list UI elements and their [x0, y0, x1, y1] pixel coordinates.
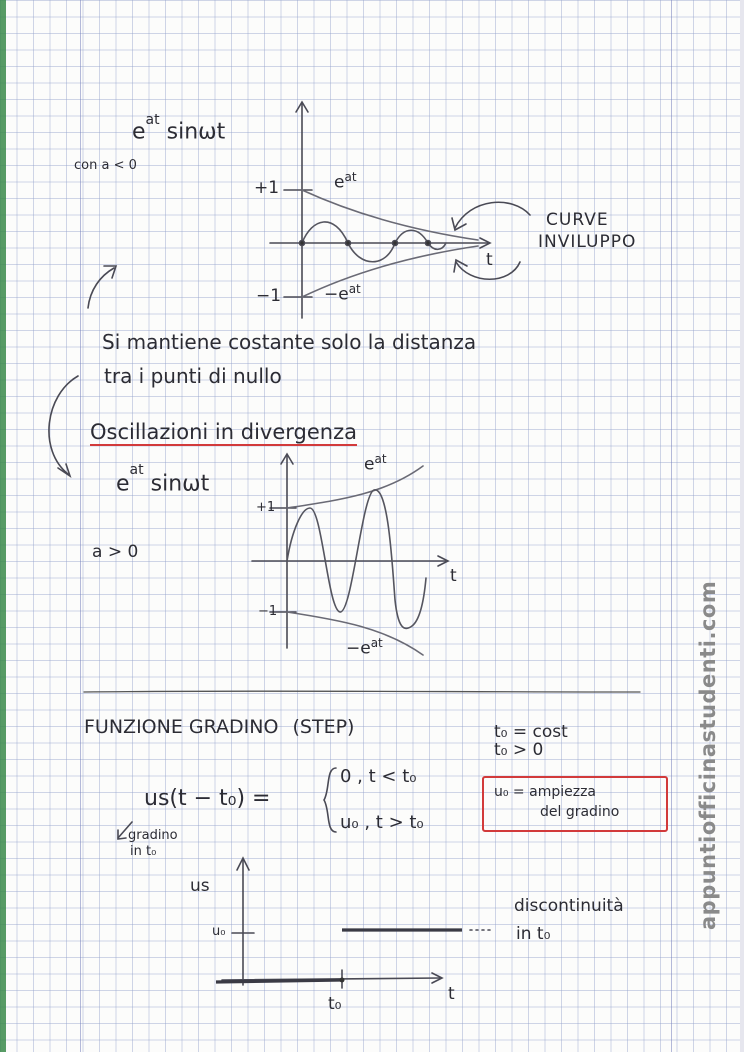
graph2-y-neg: −1	[258, 604, 278, 619]
graph2-condition: a > 0	[92, 542, 139, 562]
graph2-growing-sine	[287, 490, 426, 629]
step-t0-note-1: t₀ = cost	[494, 722, 568, 742]
graph3-level-label: u₀	[212, 924, 226, 939]
graph2-upper-label	[364, 452, 387, 475]
step-case-1: 0 , t < t₀	[340, 766, 417, 787]
step-side-note-1: gradino	[128, 828, 178, 843]
graph1-side-arrow	[88, 268, 114, 308]
graph2-formula-base: e	[116, 471, 130, 497]
watermark: appuntiofficinastudenti.com	[696, 580, 720, 930]
graph2-lower-label-base: −e	[346, 638, 371, 659]
graph1-t-label: t	[486, 250, 493, 270]
graph1-upper-label-exp: at	[344, 170, 357, 184]
section-step-heading-paren: (STEP)	[292, 716, 355, 738]
graph3-step-low	[216, 980, 342, 982]
graph1-envelope-upper	[302, 190, 478, 240]
graph2-formula	[116, 462, 210, 497]
graph2-formula-rest: sinωt	[150, 471, 210, 497]
graph2-envelope-upper	[287, 466, 423, 508]
section-osc-heading: Oscillazioni in divergenza	[90, 420, 357, 444]
graph1-lower-label	[324, 282, 361, 305]
note-bracket-arrow	[49, 376, 78, 474]
step-t0-note-2: t₀ > 0	[494, 740, 544, 760]
graph2-formula-exp: at	[129, 462, 144, 478]
graph2-lower-label-exp: at	[370, 636, 383, 650]
step-lhs: us(t − t₀) =	[144, 786, 271, 811]
step-case-2: u₀ , t > t₀	[340, 812, 424, 833]
graph1-y-pos: +1	[254, 178, 280, 198]
graph3-y-label: us	[190, 876, 210, 896]
graph2-upper-label-base: e	[364, 454, 375, 475]
graph3-t0-label: t₀	[328, 994, 342, 1014]
graph1-envelope-note-1: CURVE	[546, 210, 609, 230]
graph1-y-neg: −1	[256, 286, 282, 306]
graph1-formula	[132, 112, 226, 145]
section-step-heading: FUNZIONE GRADINO	[84, 716, 279, 738]
graph1-formula-base: e	[132, 119, 146, 145]
graph3-disc-note-1: discontinuità	[514, 896, 624, 916]
step-side-note-2: in t₀	[130, 844, 157, 859]
graph1-upper-label-base: e	[334, 172, 345, 193]
graph2-t-label: t	[450, 566, 457, 586]
graph1-upper-label	[334, 170, 357, 193]
graph2-upper-label-exp: at	[374, 452, 387, 466]
section-step-title	[84, 716, 354, 738]
graph1-formula-exp: at	[145, 112, 160, 128]
step-box-line-2: del gradino	[540, 804, 620, 820]
graph2-lower-label	[346, 636, 383, 659]
graph3-disc-note-2: in t₀	[516, 924, 551, 944]
graph1-condition: con a < 0	[74, 158, 137, 173]
piecewise-brace	[324, 768, 336, 832]
graph2-y-pos: +1	[256, 500, 276, 515]
section-divider	[84, 691, 640, 692]
graph3-t-label: t	[448, 984, 455, 1004]
step-box-line-1: u₀ = ampiezza	[494, 784, 596, 800]
graph1-lower-label-base: −e	[324, 284, 349, 305]
graph1-lower-label-exp: at	[348, 282, 361, 296]
graph1-formula-rest: sinωt	[166, 119, 226, 145]
note-line-1: Si mantiene costante solo la distanza	[102, 330, 477, 354]
graph1-envelope-note-2: INVILUPPO	[538, 232, 637, 252]
note-line-2: tra i punti di nullo	[104, 364, 282, 388]
